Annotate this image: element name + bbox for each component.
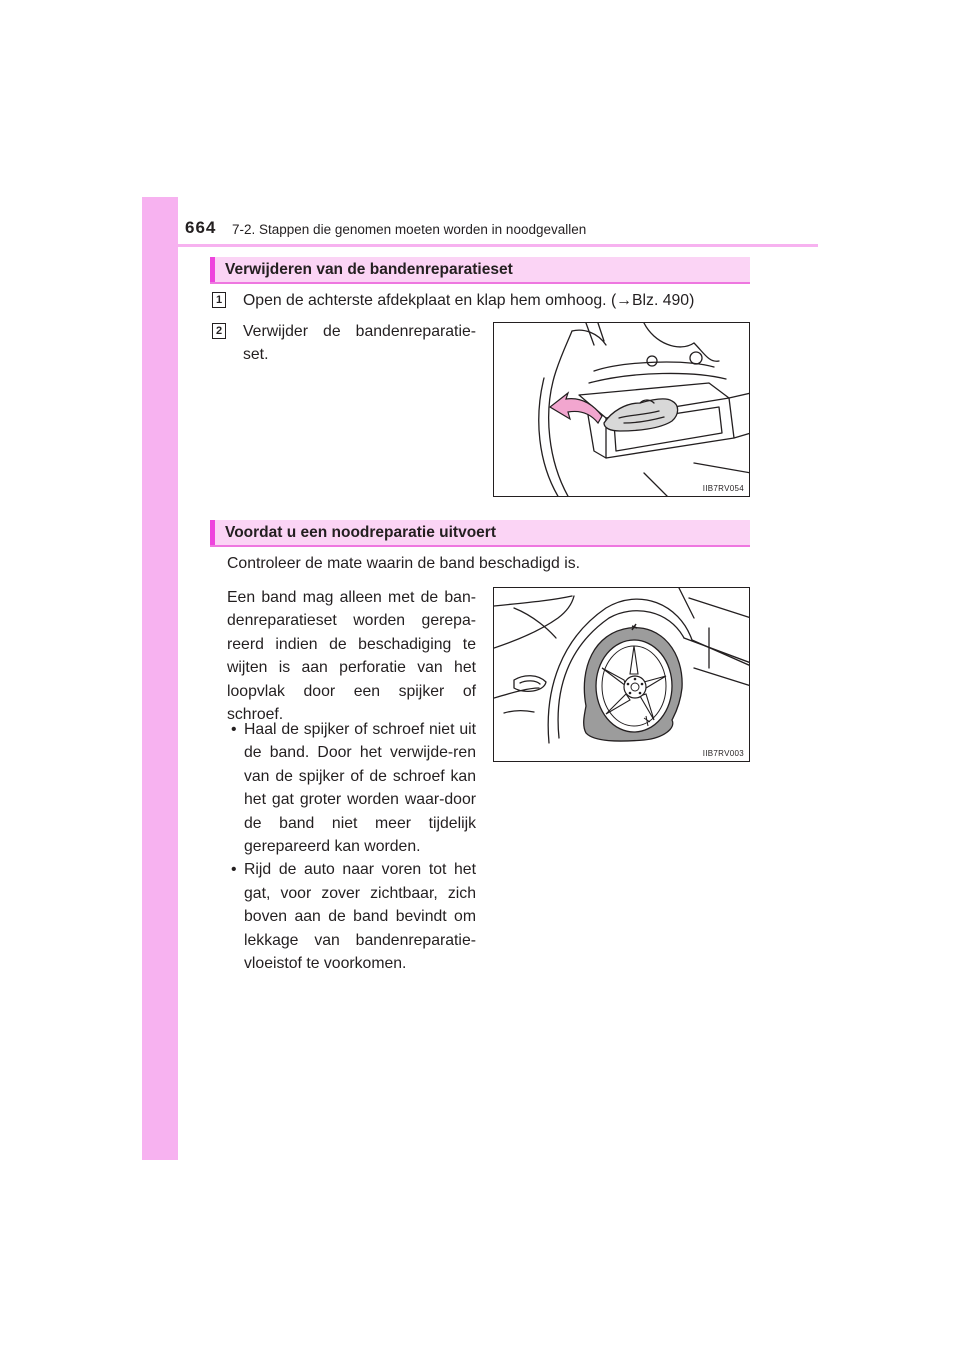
figure-flat-tire <box>493 587 750 762</box>
repair-condition-paragraph: Een band mag alleen met de ban-denreparatieset worden gerepa-reerd indien de beschadiging te wijten is aan perforatie van het loopvlak door een spijker of schroef. <box>227 589 476 724</box>
page-number: 664 <box>185 218 217 237</box>
figure-code: IIB7RV054 <box>702 484 744 493</box>
step-1-text: Open de achterste afdekplaat en klap hem omhoog. (→Blz. 490) <box>243 292 695 309</box>
step-number-1: 1 <box>212 292 226 308</box>
section-heading-before-repair <box>210 520 750 547</box>
step-2-text: Verwijder de bandenreparatie-set. <box>243 323 476 364</box>
figure-luggage-compartment <box>493 322 750 497</box>
step-number-2: 2 <box>212 323 226 339</box>
section-title: Verwijderen van de bandenreparatieset <box>225 261 513 278</box>
list-item: • Rijd de auto naar voren tot het gat, voor zover zichtbaar, zich boven aan de band bevindt om lekkage van bandenreparatie-vloeistof te voorkomen. <box>227 858 476 975</box>
header-rule <box>142 244 818 247</box>
section-heading-remove-kit <box>210 257 750 284</box>
luggage-compartment-illustration <box>494 323 750 497</box>
intro-text: Controleer de mate waarin de band beschadigd is. <box>227 555 581 572</box>
running-head: 7-2. Stappen die genomen moeten worden in noodgevallen <box>232 222 587 237</box>
precaution-list <box>227 718 476 975</box>
figure-code: IIB7RV003 <box>702 749 744 758</box>
side-tab-band <box>142 197 178 1160</box>
section-title: Voordat u een noodreparatie uitvoert <box>225 524 497 541</box>
list-item: • Haal de spijker of schroef niet uit de band. Door het verwijde-ren van de spijker of de schroef kan het gat groter worden waar-door de band niet meer tijdelijk gerepareerd kan worden. <box>227 718 476 858</box>
flat-tire-illustration <box>494 588 750 762</box>
arrow-icon <box>550 393 602 423</box>
